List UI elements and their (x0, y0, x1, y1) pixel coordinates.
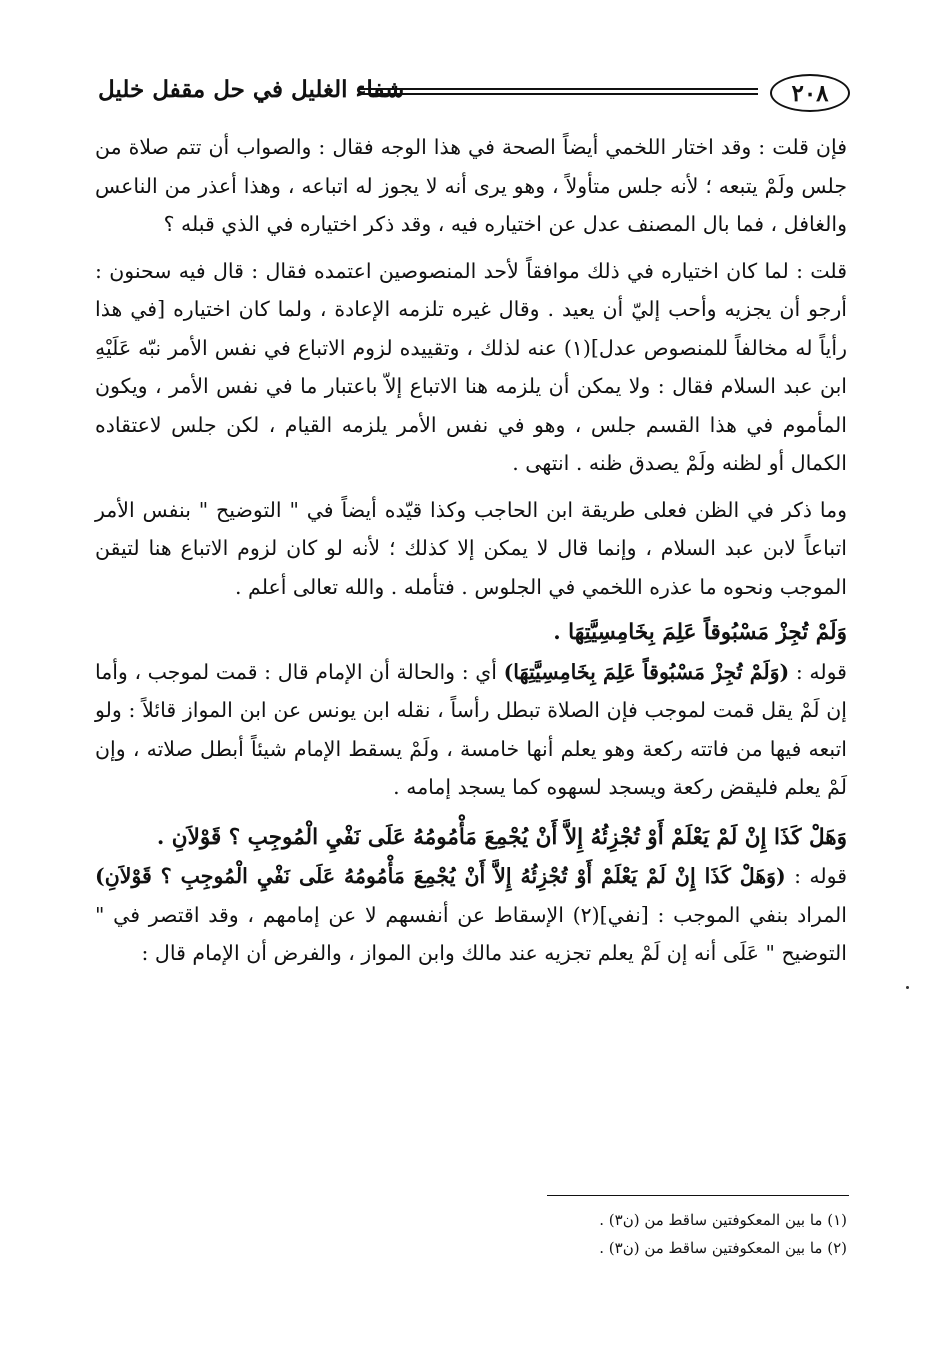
text-line: أي : والحالة أن الإمام قال : قمت لموجب ، (134, 659, 504, 684)
text-line: سحنون : أرجو أن يجزيه وأحب إليّ أن يعيد . وقال غيره تلزمه الإعادة ، ولما كان اختياره (95, 258, 847, 321)
footnote: (٢) ما بين المعكوفتين ساقط من (ن٣) . (599, 1239, 847, 1257)
matn-quote: (وَهَلْ كَذَا إِنْ لَمْ يَعْلَمْ أَوْ تُجْزِئُهُ إِلاَّ أَنْ يُجْمِعَ مَأْمُومُهُ عَلَى نَفْيِ الْمُوجِبِ ؟ قَوْلاَنِ) (95, 864, 786, 888)
page-number: ٢٠٨ (770, 74, 850, 112)
text-line: المراد بنفي الموجب : [نفي](٢) الإسقاط عن أنفسهم لا عن إمامهم ، وقد اقتصر في (113, 902, 847, 927)
page-header (98, 72, 850, 116)
header-divider (358, 88, 758, 98)
text-line: [في هذا رأياً له مخالفاً للمنصوص عدل](١) عنه لذلك ، وتقييده لزوم الاتباع في نفس الأمر (95, 297, 847, 360)
text-line: فإن قلت : وقد اختار اللخمي أيضاً الصحة في هذا الوجه فقال : والصواب أن تتم (175, 135, 848, 159)
matn-quote: (وَلَمْ تُجِزْ مَسْبُوقاً عَلِمَ بِخَامِسِيَّتِهَا) (503, 659, 790, 684)
text-line: ويكون المأموم في هذا القسم جلس ، وهو في نفس الأمر يلزمه القيام ، لكن جلس (95, 374, 847, 437)
text-line: نبّه عَلَيْهِ ابن عبد السلام فقال : ولا يمكن أن يلزمه هنا الاتباع إلاّ باعتبار ما في نفس الأمر ، (95, 335, 847, 398)
scan-speck (906, 986, 909, 989)
footnote: (١) ما بين المعكوفتين ساقط من (ن٣) . (599, 1211, 847, 1229)
matn-heading-2: وَهَلْ كَذَا إِنْ لَمْ يَعْلَمْ أَوْ تُجْزِئُهُ إِلاَّ أَنْ يُجْمِعَ مَأْمُومُهُ عَلَى نَفْيِ الْمُوجِبِ ؟ قَوْلاَنِ . (156, 824, 847, 850)
text-line: لتيقن الموجب ونحوه ما عذره اللخمي في الجلوس . فتأمله . والله تعالى أعلم . (95, 536, 847, 599)
text-line: وإن لَمْ يعلم فليقض ركعة ويسجد لسهوه كما يسجد إمامه . (95, 736, 847, 799)
text-line: قلت : لما كان اختياره في ذلك موافقاً لأحد المنصوصين اعتمده فقال : قال فيه (178, 258, 847, 283)
matn-heading-1: وَلَمْ تُجِزْ مَسْبُوقاً عَلِمَ بِخَامِسِيَّتِهَا . (553, 620, 847, 645)
text-line: " التوضيح " عَلَى أنه إن لَمْ يعلم تجزيه عند مالك وابن المواز ، والفرض أن الإمام قال : (95, 902, 847, 965)
footnote-divider (547, 1195, 849, 1196)
text-line: من الناعس والغافل ، فما بال المصنف عدل عن اختياره فيه ، وقد ذكر اختياره في الذي قبله ؟ (95, 173, 847, 236)
text-line: وأما إن لَمْ يقل قمت لموجب فإن الصلاة تبطل رأساً ، نقله ابن يونس عن ابن المواز قائلاً : (95, 659, 847, 722)
paragraph-3 (95, 491, 847, 607)
paragraph-1 (95, 128, 847, 244)
book-title: شفاء الغليل في حل مقفل خليل (98, 76, 405, 103)
text-line: ولو اتبعه فيها من فاتته ركعة وهو يعلم أنها خامسة ، ولَمْ يسقط الإمام شيئاً أبطل صلاته ، (95, 698, 847, 761)
paragraph-4 (95, 653, 847, 807)
text-line: لاعتقاده الكمال أو لظنه ولَمْ يصدق ظنه . انتهى . (95, 412, 847, 475)
paragraph-2 (95, 252, 847, 483)
text-line: وما ذكر في الظن فعلى طريقة ابن الحاجب وكذا قيّده أيضاً في " التوضيح " بنفس (142, 497, 847, 522)
footnotes (447, 1206, 847, 1262)
text-line: الأمر اتباعاً لابن عبد السلام ، وإنما قال لا يمكن إلا كذلك ؛ لأنه لو كان لزوم الاتباع هنا (95, 497, 847, 560)
commentary-intro: قوله : (789, 659, 847, 684)
commentary-intro: قوله : (785, 864, 847, 888)
body-text (95, 128, 847, 973)
text-line: صلاة من جلس ولَمْ يتبعه ؛ لأنه جلس متأولاً ، وهو يرى أنه لا يجوز له اتباعه ، وهذا أعذر (95, 135, 847, 198)
paragraph-5 (95, 857, 847, 973)
